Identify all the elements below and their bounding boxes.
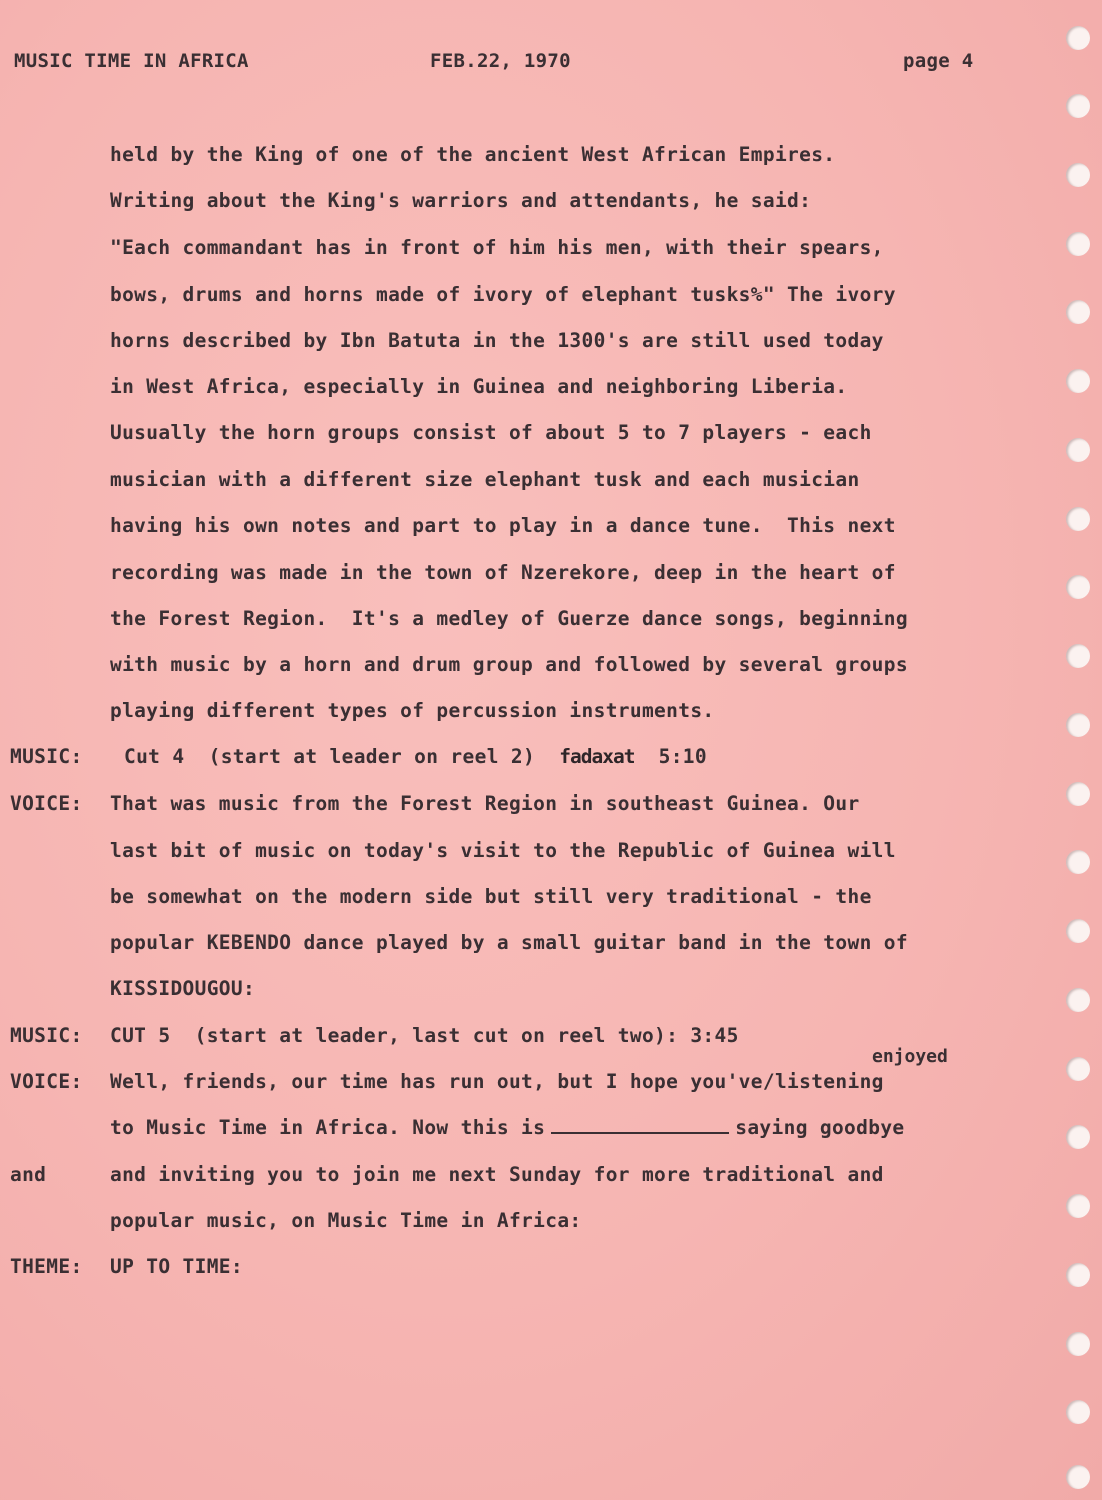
binder-hole (1066, 163, 1090, 187)
page-number: page 4 (903, 50, 974, 72)
body-line: That was music from the Forest Region in southeast Guinea. Our (110, 792, 860, 815)
body-line: in West Africa, especially in Guinea and neighboring Liberia. (110, 375, 848, 398)
body-text: saying goodbye (735, 1116, 905, 1139)
binder-hole (1066, 1057, 1090, 1081)
program-title: MUSIC TIME IN AFRICA (14, 50, 249, 72)
margin-note: and (10, 1163, 47, 1186)
theme-cue-text: UP TO TIME: (110, 1255, 243, 1278)
body-line: held by the King of one of the ancient West African Empires. (110, 143, 836, 166)
body-line: popular KEBENDO dance played by a small guitar band in the town of (110, 931, 908, 954)
cue-label-theme: THEME: (10, 1255, 83, 1278)
binder-hole (1066, 369, 1090, 393)
body-line: Well, friends, our time has run out, but I hope you've/listening (110, 1070, 884, 1093)
cue-label-voice: VOICE: (10, 792, 83, 815)
binder-hole (1066, 438, 1090, 462)
fill-in-blank (551, 1128, 729, 1134)
music-cue-time: 5:10 (658, 745, 707, 768)
cue-label-voice: VOICE: (10, 1070, 83, 1093)
binder-hole (1066, 94, 1090, 118)
body-line: Uusually the horn groups consist of about 5 to 7 players - each (110, 421, 872, 444)
body-text: to Music Time in Africa. Now this is (110, 1116, 546, 1139)
body-line: "Each commandant has in front of him his men, with their spears, (110, 236, 884, 259)
struck-out-text: fadaxat (559, 745, 635, 768)
cue-label-music: MUSIC: (10, 745, 83, 768)
body-line: with music by a horn and drum group and followed by several groups (110, 653, 908, 676)
music-cue-line (124, 745, 707, 768)
body-line: and inviting you to join me next Sunday for more traditional and (110, 1163, 884, 1186)
binder-hole (1066, 644, 1090, 668)
interlinear-insertion: enjoyed (872, 1046, 948, 1067)
binder-hole (1066, 1194, 1090, 1218)
binder-hole (1066, 988, 1090, 1012)
binder-hole (1066, 26, 1090, 50)
binder-hole (1066, 1400, 1090, 1424)
body-line: last bit of music on today's visit to the Republic of Guinea will (110, 839, 896, 862)
binder-hole (1066, 1263, 1090, 1287)
binder-hole (1066, 507, 1090, 531)
body-line: Writing about the King's warriors and attendants, he said: (110, 189, 812, 212)
body-line-with-blank (110, 1116, 905, 1139)
body-line: the Forest Region. It's a medley of Guerze dance songs, beginning (110, 607, 908, 630)
broadcast-date: FEB.22, 1970 (430, 50, 571, 72)
body-line: be somewhat on the modern side but still very traditional - the (110, 885, 872, 908)
binder-hole (1066, 1125, 1090, 1149)
body-line: recording was made in the town of Nzerekore, deep in the heart of (110, 561, 896, 584)
body-line: bows, drums and horns made of ivory of elephant tusks%" The ivory (110, 283, 896, 306)
body-line: musician with a different size elephant tusk and each musician (110, 468, 860, 491)
binder-hole (1066, 575, 1090, 599)
binder-hole (1066, 782, 1090, 806)
binder-hole (1066, 713, 1090, 737)
body-line: playing different types of percussion instruments. (110, 699, 715, 722)
body-line: having his own notes and part to play in a dance tune. This next (110, 514, 896, 537)
body-line: horns described by Ibn Batuta in the 1300's are still used today (110, 329, 884, 352)
binder-hole (1066, 850, 1090, 874)
binder-hole (1066, 1332, 1090, 1356)
body-line: popular music, on Music Time in Africa: (110, 1209, 582, 1232)
cue-label-music: MUSIC: (10, 1024, 83, 1047)
music-cue-text: Cut 4 (start at leader on reel 2) (124, 745, 536, 768)
body-line: KISSIDOUGOU: (110, 977, 256, 1000)
binder-hole (1066, 919, 1090, 943)
binder-hole (1066, 1465, 1090, 1489)
binder-hole (1066, 300, 1090, 324)
binder-hole (1066, 232, 1090, 256)
music-cue-line: CUT 5 (start at leader, last cut on reel two): 3:45 (110, 1024, 739, 1047)
